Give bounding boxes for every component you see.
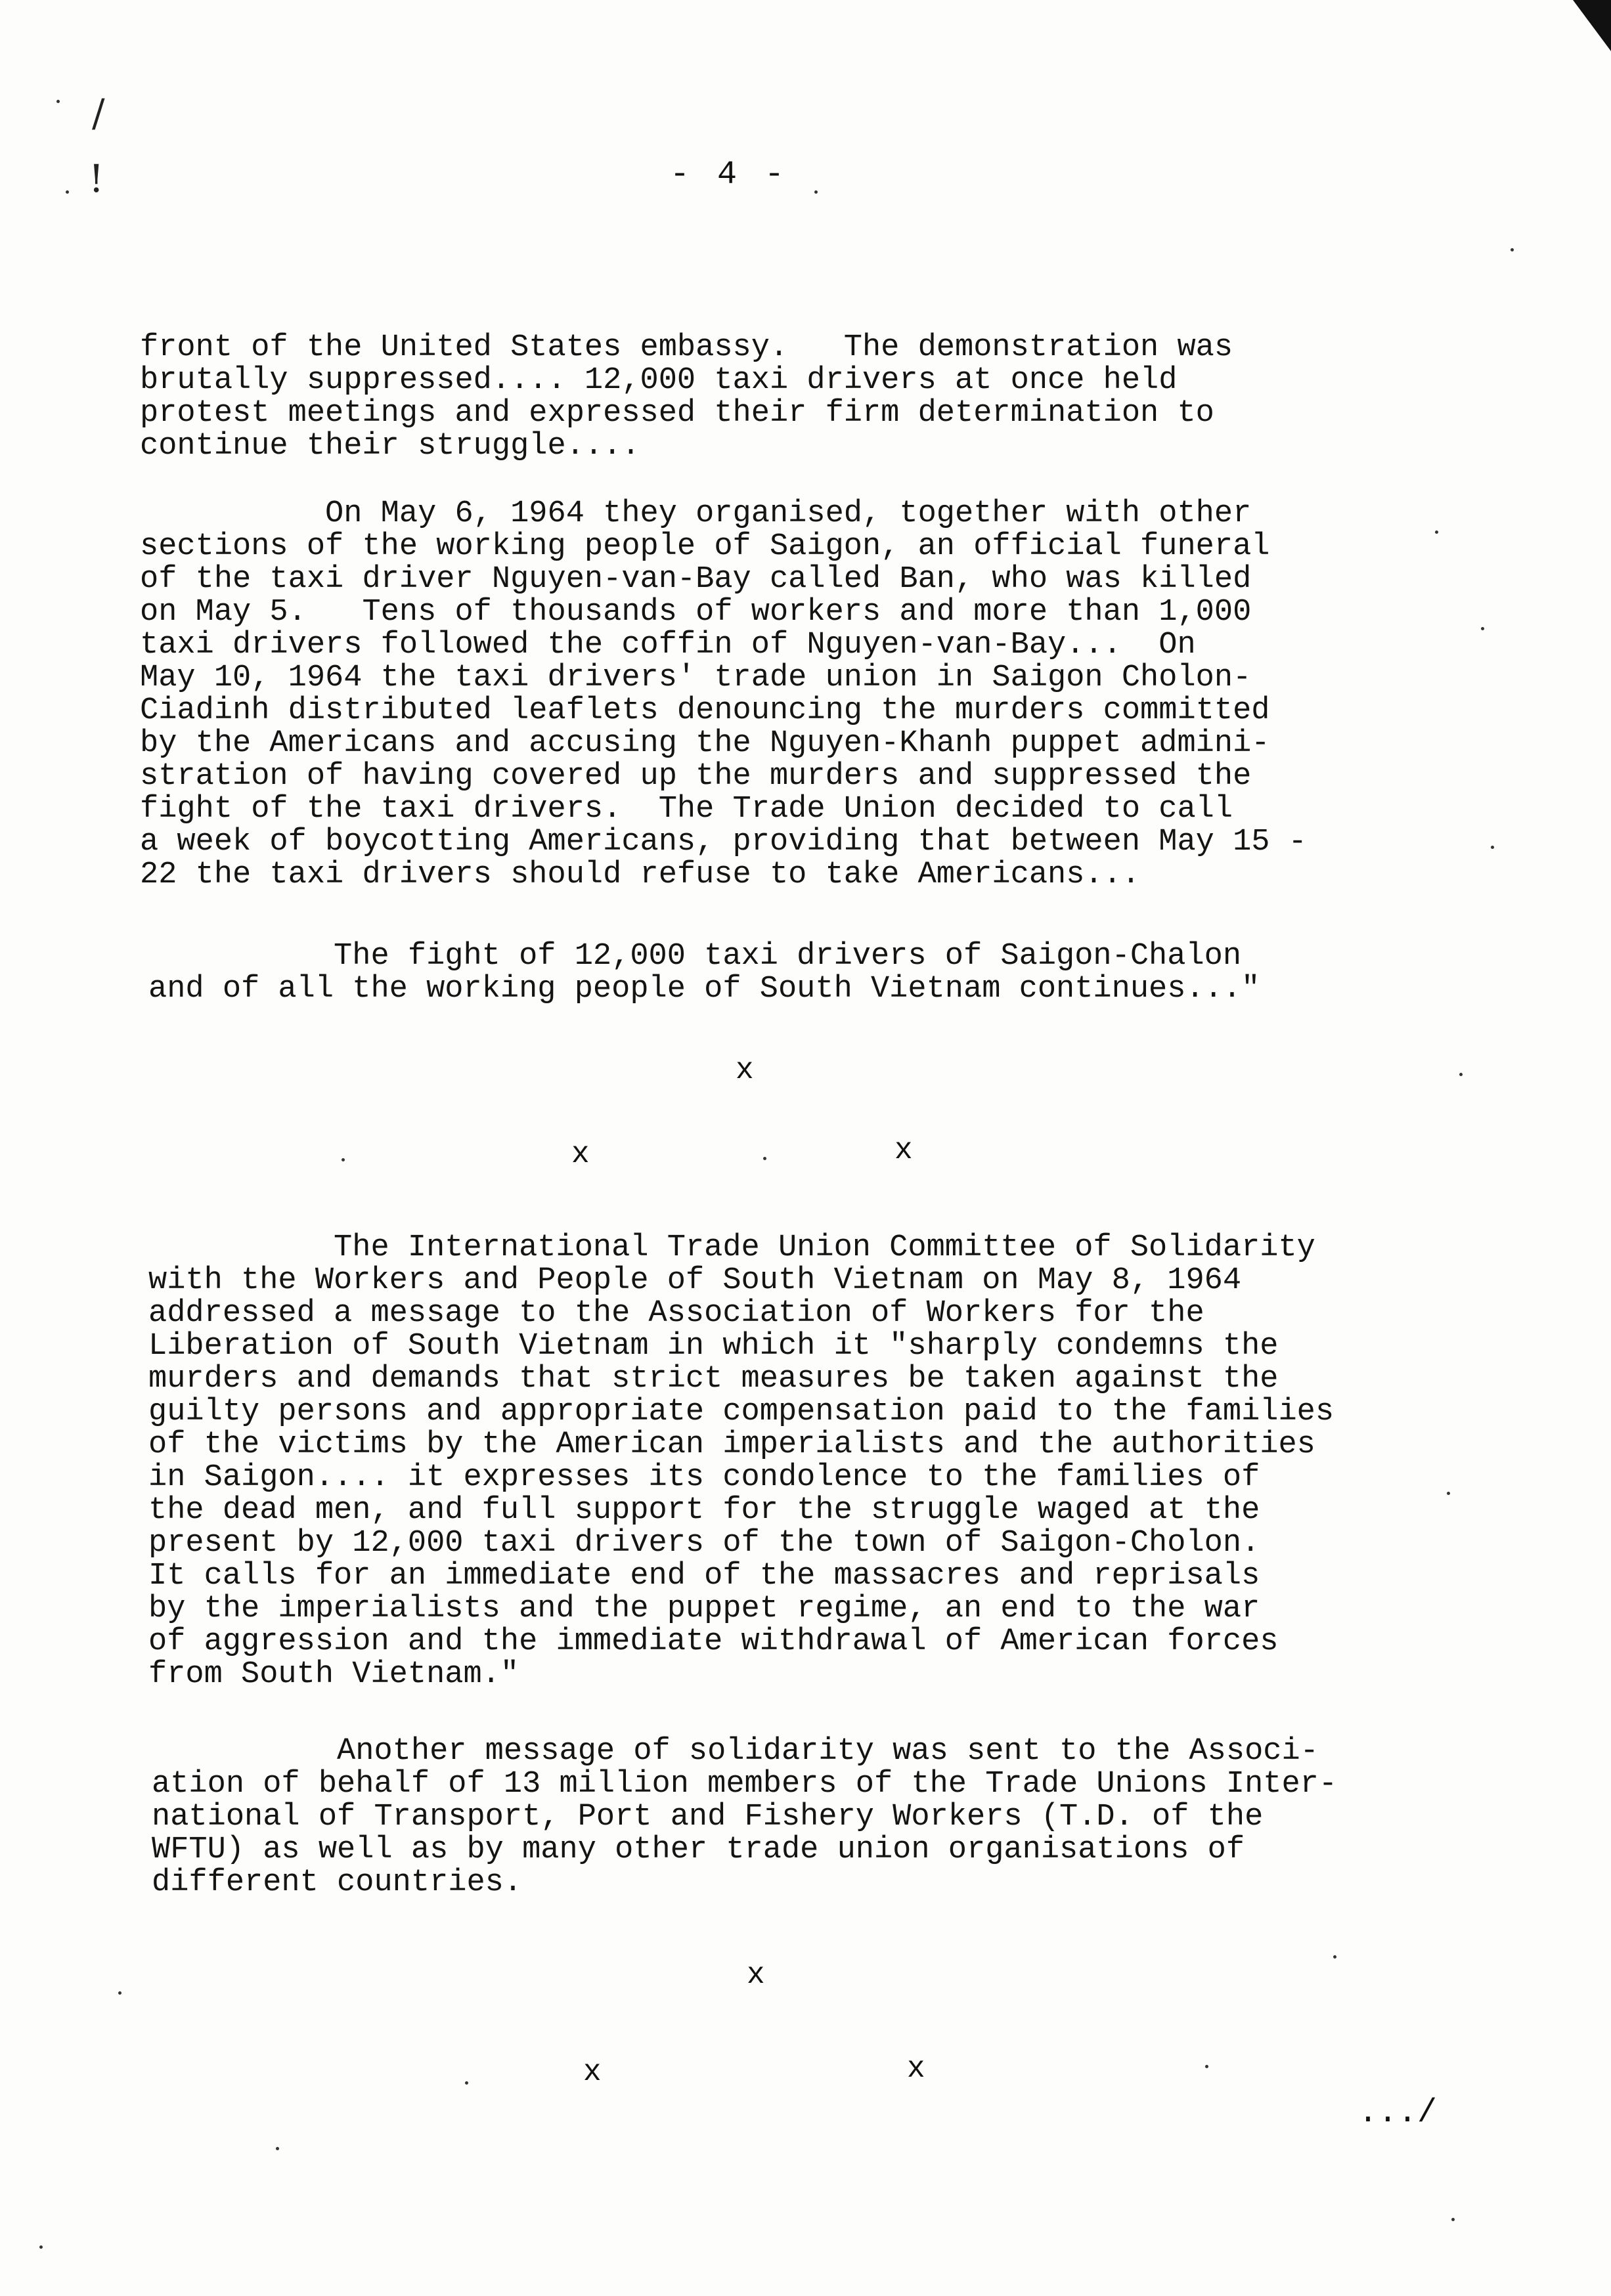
scan-speck <box>1435 531 1438 534</box>
section-separator-mark: x <box>736 1053 754 1087</box>
scan-speck <box>1511 248 1514 251</box>
paragraph-fight-continues: The fight of 12,000 taxi drivers of Saigon-Chalon and of all the working people of South Vietnam continues..." <box>148 939 1260 1007</box>
scan-speck <box>1447 1492 1450 1495</box>
paragraph-committee-message: The International Trade Union Committee of Solidarity with the Workers and People of South Vietnam on May 8, 1964 addressed a message to the Association of Workers for the Liberation of South Vietnam in which it "sharply condemns the murders and demands that strict measures be taken against the guilty persons and appropriate compensation paid to the families of the victims by the American imperialists and the authorities in Saigon.... it expresses its condolence to the families of the dead men, and full support for the struggle waged at the present by 12,000 taxi drivers of the town of Saigon-Cholon. It calls for an immediate end of the massacres and reprisals by the imperialists and the puppet regime, an end to the war of aggression and the immediate withdrawal of American forces from South Vietnam." <box>148 1230 1335 1692</box>
paragraph-solidarity-message: Another message of solidarity was sent to the Associ- ation of behalf of 13 million members of the Trade Unions Inter- national of Transport, Port and Fishery Workers (T.D. of the WFTU) as well as by many other trade union organisations of different countries. <box>152 1734 1338 1900</box>
scan-speck <box>763 1157 766 1160</box>
scan-speck <box>1491 846 1494 849</box>
scan-speck <box>118 1991 121 1995</box>
scan-speck <box>342 1158 345 1161</box>
page-corner-fold <box>1573 0 1611 51</box>
scan-speck <box>1333 1955 1336 1959</box>
scan-speck <box>814 190 818 194</box>
section-separator-mark: x <box>894 1133 913 1167</box>
scan-speck <box>276 2147 279 2150</box>
paragraph-embassy-demonstration: front of the United States embassy. The demonstration was brutally suppressed.... 12,000 taxi drivers at once held protest meetings and expressed their firm determination to continue their struggle.... <box>140 330 1233 464</box>
scan-speck <box>66 190 69 194</box>
scan-speck <box>56 100 60 103</box>
section-separator-mark: x <box>907 2052 925 2086</box>
section-separator-mark: x <box>583 2055 602 2089</box>
scan-speck <box>1205 2065 1208 2068</box>
margin-mark: ! <box>89 156 104 201</box>
scan-speck <box>1481 627 1484 630</box>
page-number: - 4 - <box>670 156 789 194</box>
scan-speck <box>1459 1073 1463 1076</box>
scan-speck <box>39 2245 43 2249</box>
continued-marker: .../ <box>1358 2094 1438 2132</box>
scan-speck <box>1451 2218 1455 2221</box>
scan-speck <box>465 2081 468 2085</box>
margin-mark: / <box>92 91 105 135</box>
paragraph-funeral: On May 6, 1964 they organised, together with other sections of the working people of Saigon, an official funeral of the taxi driver Nguyen-van-Bay called Ban, who was killed on May 5. Tens of thousands of workers and more than 1,000 taxi drivers followed the coffin of Nguyen-van-Bay... On May 10, 1964 the taxi drivers' trade union in Saigon Cholon- Ciadinh distributed leaflets denouncing the murders committed by the Americans and accusing the Nguyen-Khanh puppet admini- stration of having covered up the murders and suppressed the fight of the taxi drivers. The Trade Union decided to call a week of boycotting Americans, providing that between May 15 - 22 the taxi drivers should refuse to take Americans... <box>140 496 1307 892</box>
section-separator-mark: x <box>747 1958 765 1992</box>
section-separator-mark: x <box>571 1137 590 1171</box>
